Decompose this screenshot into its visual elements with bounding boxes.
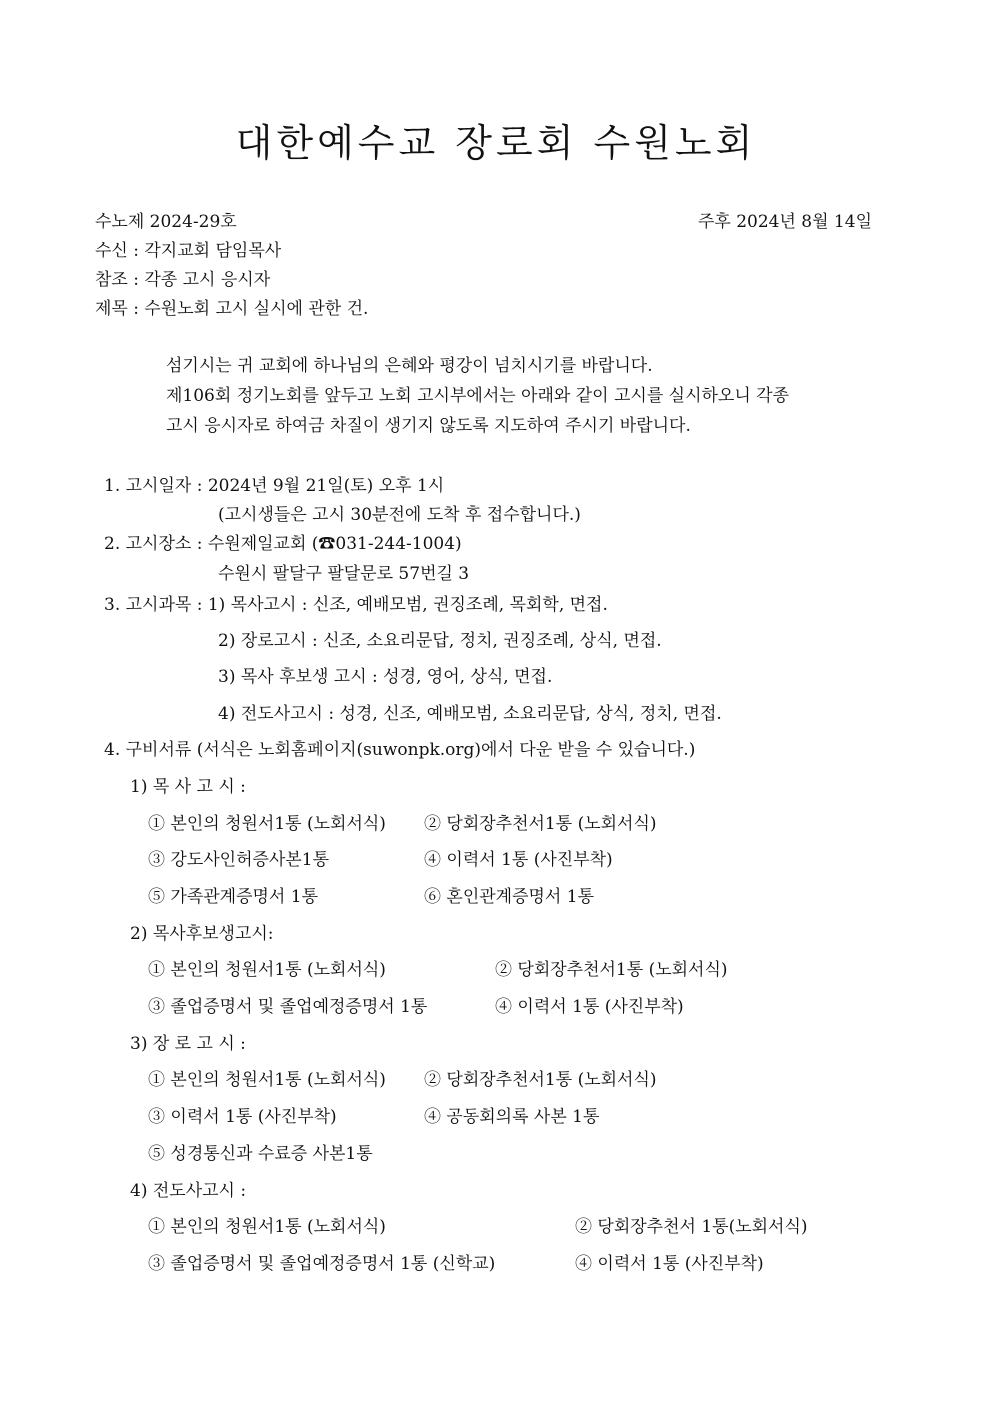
reference-line: 참조 : 각종 고시 응시자 xyxy=(95,270,271,290)
pastor-exam-heading: 1) 목 사 고 시 : xyxy=(130,777,246,797)
exam-date-line: 1. 고시일자 : 2024년 9월 21일(토) 오후 1시 xyxy=(104,476,445,496)
intro-line-2: 제106회 정기노회를 앞두고 노회 고시부에서는 아래와 같이 고시를 실시하오니 각종 xyxy=(166,386,790,406)
list-item: ④ 이력서 1통 (사진부착) xyxy=(575,1254,764,1274)
list-item: ④ 이력서 1통 (사진부착) xyxy=(424,850,613,870)
evangelist-exam-heading: 4) 전도사고시 : xyxy=(130,1181,247,1201)
list-item: ③ 이력서 1통 (사진부착) xyxy=(148,1107,337,1127)
elder-exam-heading: 3) 장 로 고 시 : xyxy=(130,1034,246,1054)
list-item: ① 본인의 청원서1통 (노회서식) xyxy=(148,1217,386,1237)
exam-subject-evangelist: 4) 전도사고시 : 성경, 신조, 예배모범, 소요리문답, 상식, 정치, 면접. xyxy=(218,704,722,724)
candidate-exam-heading: 2) 목사후보생고시: xyxy=(130,924,274,944)
list-item: ⑤ 성경통신과 수료증 사본1통 xyxy=(148,1144,373,1164)
exam-date-note: (고시생들은 고시 30분전에 도착 후 접수합니다.) xyxy=(218,505,581,525)
documents-line: 4. 구비서류 (서식은 노회홈페이지(suwonpk.org)에서 다운 받을 수 있습니다.) xyxy=(104,740,696,760)
list-item: ③ 강도사인허증사본1통 xyxy=(148,850,330,870)
list-item: ④ 공동회의록 사본 1통 xyxy=(424,1107,600,1127)
subject-line: 제목 : 수원노회 고시 실시에 관한 건. xyxy=(95,299,369,319)
list-item: ③ 졸업증명서 및 졸업예정증명서 1통 (신학교) xyxy=(148,1254,496,1274)
list-item: ③ 졸업증명서 및 졸업예정증명서 1통 xyxy=(148,997,428,1017)
exam-place-line: 2. 고시장소 : 수원제일교회 (☎031-244-1004) xyxy=(104,534,462,554)
list-item: ⑥ 혼인관계증명서 1통 xyxy=(424,887,594,907)
list-item: ① 본인의 청원서1통 (노회서식) xyxy=(148,1070,386,1090)
list-item: ① 본인의 청원서1통 (노회서식) xyxy=(148,960,386,980)
exam-subject-elder: 2) 장로고시 : 신조, 소요리문답, 정치, 권징조례, 상식, 면접. xyxy=(218,631,662,651)
intro-line-3: 고시 응시자로 하여금 차질이 생기지 않도록 지도하여 주시기 바랍니다. xyxy=(166,416,691,436)
document-title: 대한예수교 장로회 수원노회 xyxy=(235,121,757,165)
list-item: ⑤ 가족관계증명서 1통 xyxy=(148,887,318,907)
intro-line-1: 섬기시는 귀 교회에 하나님의 은혜와 평강이 넘치시기를 바랍니다. xyxy=(166,356,653,376)
exam-place-address: 수원시 팔달구 팔달문로 57번길 3 xyxy=(218,564,470,584)
document-date: 주후 2024년 8월 14일 xyxy=(697,212,872,232)
exam-subjects-line: 3. 고시과목 : 1) 목사고시 : 신조, 예배모범, 권징조례, 목회학, 면접. xyxy=(104,595,608,615)
list-item: ② 당회장추천서1통 (노회서식) xyxy=(424,814,657,834)
list-item: ① 본인의 청원서1통 (노회서식) xyxy=(148,814,386,834)
list-item: ② 당회장추천서1통 (노회서식) xyxy=(424,1070,657,1090)
document-number: 수노제 2024-29호 xyxy=(95,212,237,232)
exam-subject-candidate: 3) 목사 후보생 고시 : 성경, 영어, 상식, 면접. xyxy=(218,667,553,687)
list-item: ② 당회장추천서1통 (노회서식) xyxy=(495,960,728,980)
list-item: ② 당회장추천서 1통(노회서식) xyxy=(575,1217,808,1237)
recipient-line: 수신 : 각지교회 담임목사 xyxy=(95,241,282,261)
list-item: ④ 이력서 1통 (사진부착) xyxy=(495,997,684,1017)
